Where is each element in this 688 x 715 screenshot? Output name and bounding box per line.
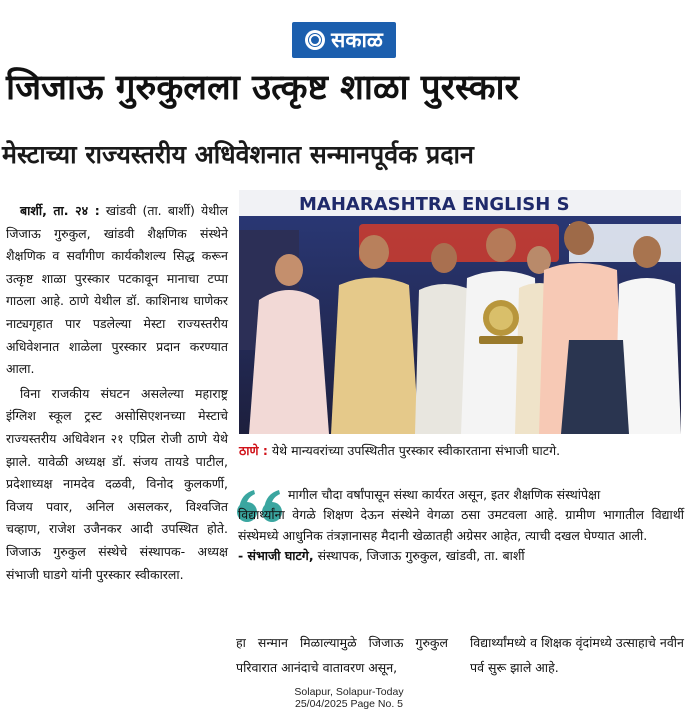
caption-place: ठाणे : — [239, 443, 268, 458]
quote-author: - संभाजी घाटगे, — [238, 548, 314, 564]
article-paragraph-3: हा सन्मान मिळाल्यामुळे जिजाऊ गुरुकुल परिवारात आनंदाचे वातावरण असून, — [236, 635, 448, 675]
article-paragraph-4: विद्यार्थ्यांमध्ये व शिक्षक वृंदांमध्ये उत्साहाचे नवीन पर्व सुरू झाले आहे. — [470, 635, 684, 675]
article-column-left — [6, 200, 228, 586]
article-paragraph-1 — [6, 200, 228, 381]
photo-caption — [239, 442, 681, 460]
quote-line-1: मागील चौदा वर्षांपासून संस्था कार्यरत असून, इतर शैक्षणिक संस्थांपेक्षा — [288, 487, 601, 502]
news-photo — [239, 190, 681, 434]
article-subheadline: मेस्टाच्या राज्यस्तरीय अधिवेशनात सन्मानपूर्वक प्रदान — [2, 140, 474, 169]
newspaper-logo-icon — [305, 30, 325, 50]
pull-quote — [238, 485, 684, 567]
article-dateline: बार्शी, ता. २४ : — [20, 203, 100, 218]
footer-date-page: 25/04/2025 Page No. 5 — [294, 698, 403, 710]
newspaper-masthead — [292, 22, 396, 58]
caption-text: येथे मान्यवरांच्या उपस्थितीत पुरस्कार स्वीकारताना संभाजी घाटगे. — [271, 443, 561, 458]
quote-author-detail: संस्थापक, जिजाऊ गुरुकुल, खांडवी, ता. बार्शी — [317, 548, 525, 564]
article-paragraph-2: विना राजकीय संघटन असलेल्या महाराष्ट्र इंग्लिश स्कूल ट्रस्ट असोसिएशनच्या मेस्टाचे राज्यस्तरीय अधिवेशन २१ एप्रिल रोजी ठाणे येथे झाले. यावेळी अध्यक्ष डॉ. संजय तायडे पाटील, प्रदेशाध्यक्ष नामदेव दळवी, विनोद कुलकर्णी, विजय पवार, अनिल असलकर, विश्वजित चव्हाण, राजेश उजैनकर आदी उपस्थित होते. जिजाऊ गुरुकुल संस्थेचे संस्थापक- अध्यक्ष संभाजी घाडगे यांनी पुरस्कार स्वीकारला. — [6, 385, 228, 582]
photo-banner-text: MAHARASHTRA ENGLISH S — [299, 194, 570, 215]
article-headline: जिजाऊ गुरुकुलला उत्कृष्ट शाळा पुरस्कार — [6, 68, 519, 108]
paragraph-1-text: खांडवी (ता. बार्शी) येथील जिजाऊ गुरुकुल, खांडवी शैक्षणिक संस्थेने शैक्षणिक व सर्वांगीण कार्यकौशल्य सिद्ध करून उत्कृष्ट शाळा पुरस्कार पटकावून मानाचा टप्पा गाठला आहे. ठाणे येथील डॉ. काशिनाथ घाणेकर नाट्यगृहात पार पडलेल्या मेस्टा राज्यस्तरीय अधिवेशनात शाळेला पुरस्कार प्रदान करण्यात आला. — [6, 203, 228, 377]
quote-text: विद्यार्थ्यांना वेगळे शिक्षण देऊन संस्थेने वेगळा ठसा उमटवला आहे. ग्रामीण भागातील विद्यार्थी संस्थेमध्ये आधुनिक तंत्रज्ञानासह मैदानी खेळातही अग्रेसर आहेत, त्याची दखल घेण्यात आली. — [238, 507, 684, 543]
quote-attribution — [238, 546, 684, 566]
page-footer — [274, 686, 424, 710]
masthead-name: सकाळ — [331, 27, 383, 52]
footer-source: Solapur, Solapur-Today — [294, 686, 404, 698]
